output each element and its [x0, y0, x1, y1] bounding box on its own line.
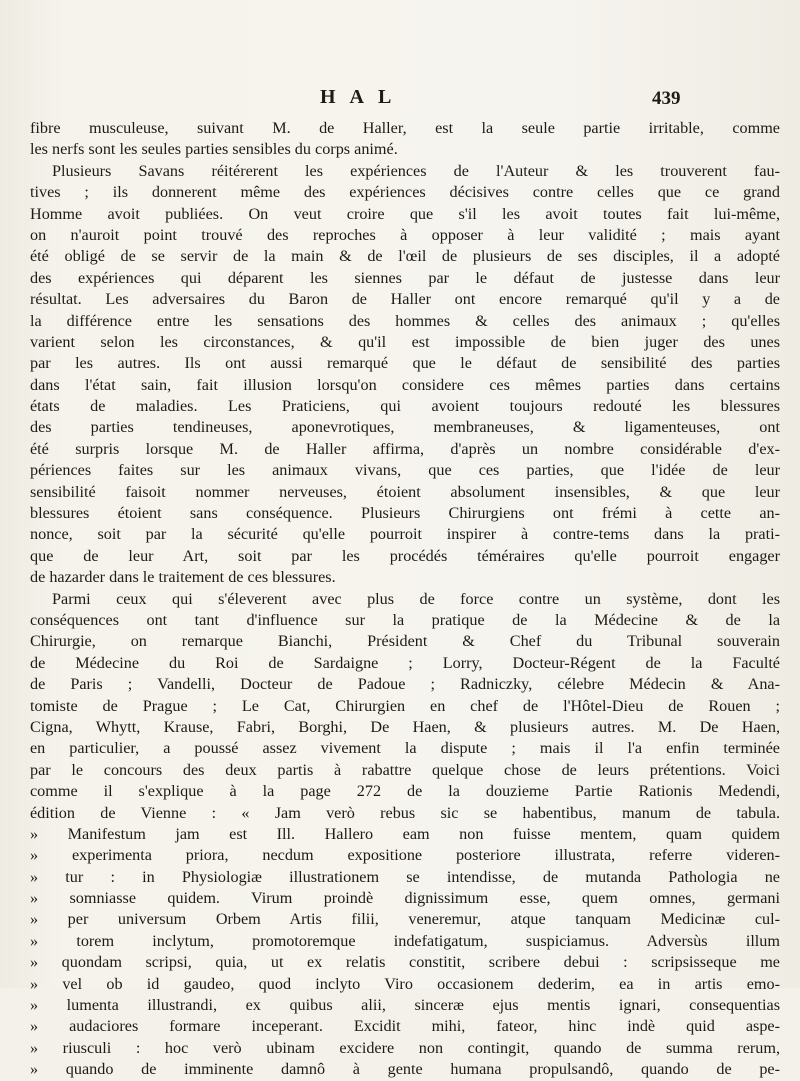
text-line: nonce, soit par la sécurité qu'elle pourroit inspirer à contre-tems dans la prati- — [30, 525, 780, 544]
text-line: tives ; ils donnerent même des expériences décisives contre celles que ce grand — [30, 183, 780, 202]
text-line: » audaciores formare inceperant. Excidit mihi, fateor, hinc indè quid aspe- — [30, 1017, 780, 1036]
text-line: que de leur Art, soit par les procédés téméraires qu'elle pourroit engager — [30, 546, 780, 565]
text-line: comme il s'explique à la page 272 de la douzieme Partie Rationis Medendi, — [30, 782, 780, 801]
text-line: été obligé de se servir de la main & de l'œil de plusieurs de ses disciples, il a adopté — [30, 247, 780, 266]
text-line: blessures étoient sans conséquence. Plusieurs Chirurgiens ont frémi à cette an- — [30, 504, 780, 523]
text-line: on n'auroit point trouvé des reproches à opposer à leur validité ; mais ayant — [30, 225, 780, 244]
text-line: » quando de imminente damnô à gente humana propulsandô, quando de pe- — [30, 1060, 780, 1079]
page-number: 439 — [652, 88, 681, 109]
text-line: par les autres. Ils ont aussi remarqué que le défaut de sensibilité des parties — [30, 354, 780, 373]
text-line: de Paris ; Vandelli, Docteur de Padoue ; Radniczky, célebre Médecin & Ana- — [30, 675, 780, 694]
text-line: » per universum Orbem Artis filii, veneremur, atque tanquam Medicinæ cul- — [30, 910, 780, 929]
text-line: des parties tendineuses, aponevrotiques, membraneuses, & ligamenteuses, ont — [30, 418, 780, 437]
text-line: » riusculi : hoc verò ubinam excidere non contingit, quando de summa rerum, — [30, 1038, 780, 1057]
text-line: Chirurgie, on remarque Bianchi, Président & Chef du Tribunal souverain — [30, 632, 780, 651]
text-line: par le concours des deux partis à rabattre quelque chose de leurs prétentions. Voici — [30, 760, 780, 779]
text-line: en particulier, a poussé assez vivement la dispute ; mais il l'a enfin terminée — [30, 739, 780, 758]
text-line: dans l'état sain, fait illusion lorsqu'on considere ces mêmes parties dans certains — [30, 375, 780, 394]
body-text — [30, 118, 780, 1081]
text-line: sensibilité faisoit nommer nerveuses, étoient absolument insensibles, & que leur — [30, 482, 780, 501]
text-line: Plusieurs Savans réitérerent les expériences de l'Auteur & les trouverent fau- — [52, 161, 780, 180]
text-line: été surpris lorsque M. de Haller affirma, d'après un nombre considérable d'ex- — [30, 439, 780, 458]
text-line: la différence entre les sensations des hommes & celles des animaux ; qu'elles — [30, 311, 780, 330]
running-head: HAL — [320, 86, 406, 108]
text-line: varient selon les circonstances, & qu'il est impossible de bien juger des unes — [30, 332, 780, 351]
text-line: des expériences qui déparent les siennes par le défaut de justesse dans leur — [30, 268, 780, 287]
text-line: » Manifestum jam est Ill. Hallero eam non fuisse mentem, quam quidem — [30, 824, 780, 843]
text-line: tomiste de Prague ; Le Cat, Chirurgien en chef de l'Hôtel-Dieu de Rouen ; — [30, 696, 780, 715]
text-line: » experimenta priora, necdum expositione posteriore illustrata, referre videren- — [30, 846, 780, 865]
text-line: de Médecine du Roi de Sardaigne ; Lorry, Docteur-Régent de la Faculté — [30, 653, 780, 672]
text-line: fibre musculeuse, suivant M. de Haller, est la seule partie irritable, comme — [30, 119, 780, 137]
text-line: » lumenta illustrandi, ex quibus alii, sinceræ ejus mentis ignari, consequentias — [30, 996, 780, 1015]
text-line: » vel ob id gaudeo, quod inclyto Viro occasionem dederim, ea in artis emo- — [30, 974, 780, 993]
text-line: Parmi ceux qui s'éleverent avec plus de force contre un système, dont les — [52, 589, 780, 608]
text-line: périences faites sur les animaux vivans, que ces parties, que l'idée de leur — [30, 461, 780, 480]
text-line: » torem inclytum, promotoremque indefatigatum, suspiciamus. Adversùs illum — [30, 931, 780, 950]
text-line: » tur : in Physiologiæ illustrationem se intendisse, de mutanda Pathologia ne — [30, 867, 780, 886]
text-line: » somniasse quidem. Virum proindè dignissimum esse, quem omnes, germani — [30, 889, 780, 908]
text-line: Homme avoit publiées. On veut croire que s'il les avoit toutes fait lui-même, — [30, 204, 780, 223]
text-line: de hazarder dans le traitement de ces blessures. — [30, 568, 336, 587]
text-line: résultat. Les adversaires du Baron de Haller ont encore remarqué qu'il y a de — [30, 290, 780, 309]
text-line: Cigna, Whytt, Krause, Fabri, Borghi, De Haen, & plusieurs autres. M. De Haen, — [30, 717, 780, 736]
text-line: états de maladies. Les Praticiens, qui avoient toujours redouté les blessures — [30, 397, 780, 416]
text-line: les nerfs sont les seules parties sensibles du corps animé. — [30, 140, 398, 159]
text-line: » quondam scripsi, quia, ut ex relatis constitit, scribere debui : scripsisseque me — [30, 953, 780, 972]
page-header — [0, 86, 800, 114]
text-line: conséquences ont tant d'influence sur la pratique de la Médecine & de la — [30, 610, 780, 629]
text-line: édition de Vienne : « Jam verò rebus sic se habentibus, manum de tabula. — [30, 803, 780, 822]
